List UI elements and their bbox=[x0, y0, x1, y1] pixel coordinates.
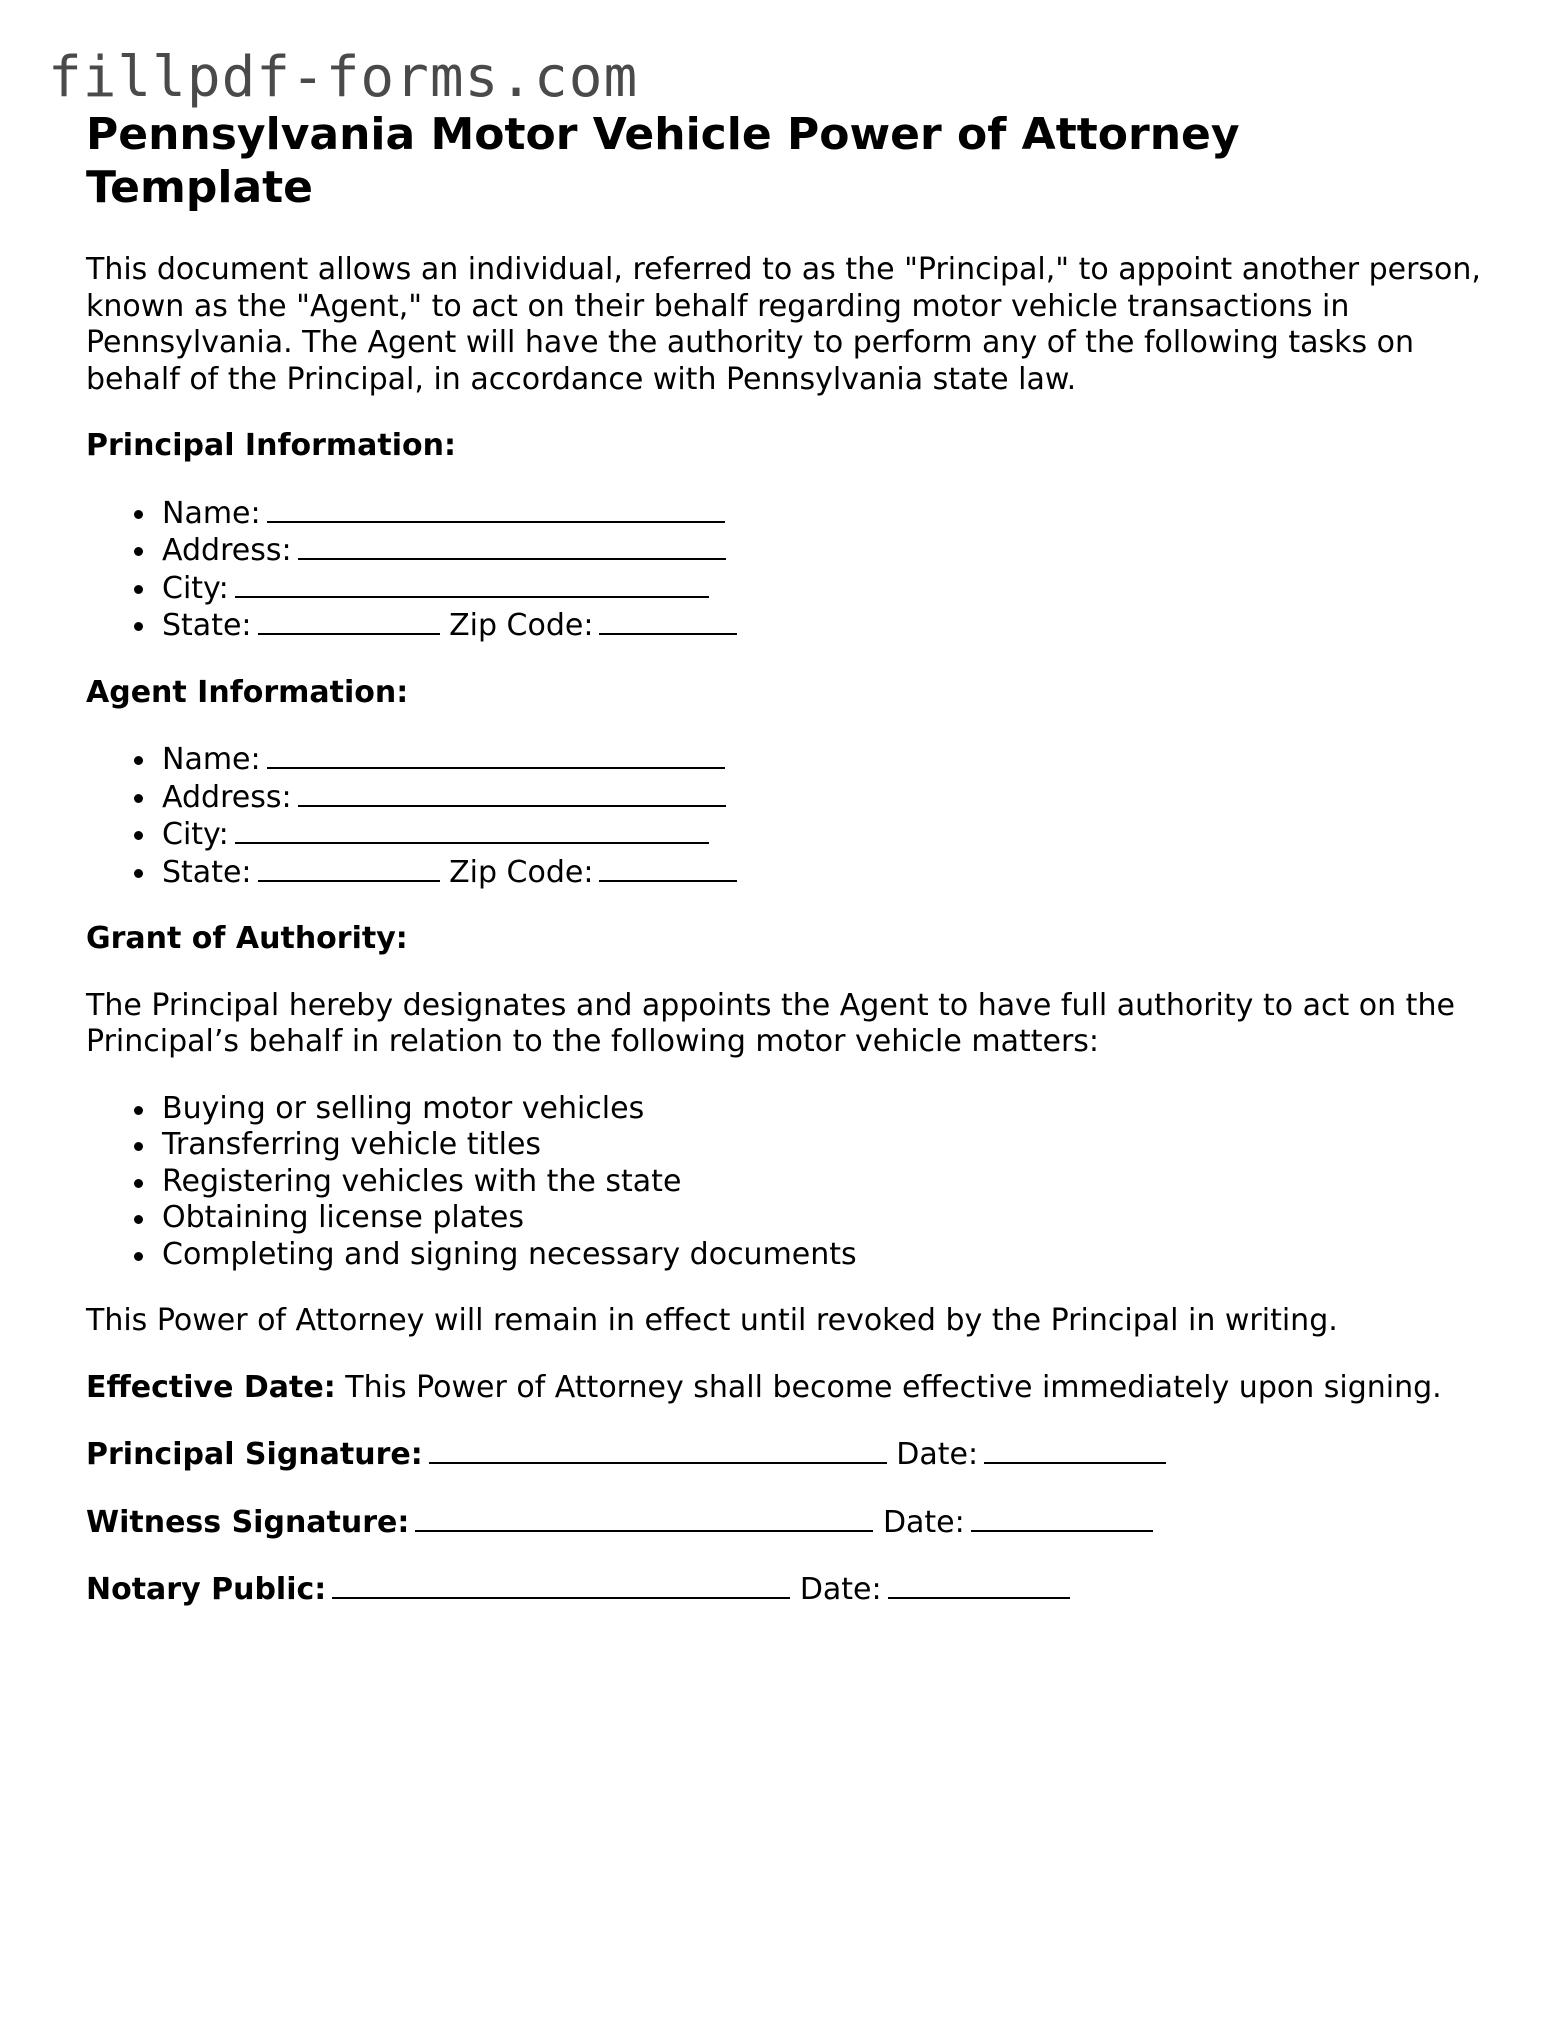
list-item: Completing and signing necessary documents bbox=[162, 1237, 1486, 1274]
witness-signature-field[interactable] bbox=[415, 1504, 873, 1532]
principal-signature-label: Principal Signature: bbox=[86, 1437, 423, 1472]
agent-city-row bbox=[162, 816, 1486, 854]
agent-fields bbox=[86, 741, 1486, 891]
principal-address-field[interactable] bbox=[298, 532, 726, 560]
grant-list bbox=[86, 1091, 1486, 1274]
principal-signature-row bbox=[86, 1436, 1486, 1474]
principal-zip-label: Zip Code: bbox=[449, 608, 594, 643]
witness-date-field[interactable] bbox=[971, 1504, 1153, 1532]
agent-state-field[interactable] bbox=[258, 854, 440, 882]
principal-city-field[interactable] bbox=[235, 570, 709, 598]
document-title: Pennsylvania Motor Vehicle Power of Attorney Template bbox=[86, 109, 1240, 213]
agent-zip-field[interactable] bbox=[599, 854, 737, 882]
witness-signature-row bbox=[86, 1504, 1486, 1542]
grant-heading: Grant of Authority: bbox=[86, 921, 408, 956]
notary-row bbox=[86, 1571, 1486, 1609]
duration-paragraph: This Power of Attorney will remain in effect until revoked by the Principal in writing. bbox=[86, 1303, 1338, 1338]
notary-date-field[interactable] bbox=[888, 1571, 1070, 1599]
principal-fields bbox=[86, 495, 1486, 645]
principal-city-label: City: bbox=[162, 570, 229, 606]
notary-date-label: Date: bbox=[799, 1572, 882, 1607]
agent-address-row bbox=[162, 779, 1486, 817]
agent-city-label: City: bbox=[162, 817, 229, 852]
agent-address-label: Address: bbox=[162, 779, 292, 815]
principal-state-field[interactable] bbox=[258, 607, 440, 635]
principal-name-field[interactable] bbox=[267, 495, 725, 523]
notary-label: Notary Public: bbox=[86, 1572, 327, 1607]
intro-paragraph: This document allows an individual, referred to as the "Principal," to appoint another person, known as the "Agent," to act on their behalf regarding motor vehicle transactions in Pennsylvania. The Agent will have the authority to perform any of the following tasks on behalf of the Principal, in accordance with Pennsylvania state law. bbox=[86, 252, 1481, 397]
principal-state-label: State: bbox=[162, 608, 252, 643]
principal-name-row bbox=[162, 495, 1486, 533]
document-page bbox=[86, 108, 1486, 1609]
principal-city-row bbox=[162, 570, 1486, 608]
notary-signature-field[interactable] bbox=[332, 1571, 790, 1599]
principal-date-field[interactable] bbox=[984, 1436, 1166, 1464]
grant-paragraph: The Principal hereby designates and appoints the Agent to have full authority to act on the Principal’s behalf in relation to the following motor vehicle matters: bbox=[86, 987, 1455, 1059]
effective-date-label: Effective Date: bbox=[86, 1369, 336, 1405]
agent-heading: Agent Information: bbox=[86, 674, 409, 710]
principal-address-label: Address: bbox=[162, 533, 292, 568]
agent-name-field[interactable] bbox=[267, 741, 725, 769]
agent-city-field[interactable] bbox=[235, 816, 709, 844]
agent-name-label: Name: bbox=[162, 742, 261, 777]
principal-name-label: Name: bbox=[162, 495, 261, 531]
list-item: Buying or selling motor vehicles bbox=[162, 1091, 1486, 1128]
list-item: Registering vehicles with the state bbox=[162, 1164, 1486, 1201]
list-item: Transferring vehicle titles bbox=[162, 1127, 1486, 1164]
principal-date-label: Date: bbox=[896, 1437, 979, 1472]
effective-date-paragraph bbox=[86, 1370, 1486, 1407]
effective-date-text: This Power of Attorney shall become effective immediately upon signing. bbox=[335, 1369, 1442, 1405]
witness-date-label: Date: bbox=[882, 1504, 965, 1540]
agent-state-row bbox=[162, 854, 1486, 892]
principal-zip-field[interactable] bbox=[599, 607, 737, 635]
agent-zip-label: Zip Code: bbox=[449, 854, 594, 890]
watermark: fillpdf-forms.com bbox=[48, 45, 639, 110]
principal-signature-field[interactable] bbox=[429, 1436, 887, 1464]
principal-address-row bbox=[162, 532, 1486, 570]
principal-heading: Principal Information: bbox=[86, 428, 457, 463]
witness-signature-label: Witness Signature: bbox=[86, 1504, 410, 1540]
principal-state-row bbox=[162, 607, 1486, 645]
agent-address-field[interactable] bbox=[298, 779, 726, 807]
agent-name-row bbox=[162, 741, 1486, 779]
agent-state-label: State: bbox=[162, 854, 252, 890]
list-item: Obtaining license plates bbox=[162, 1200, 1486, 1237]
